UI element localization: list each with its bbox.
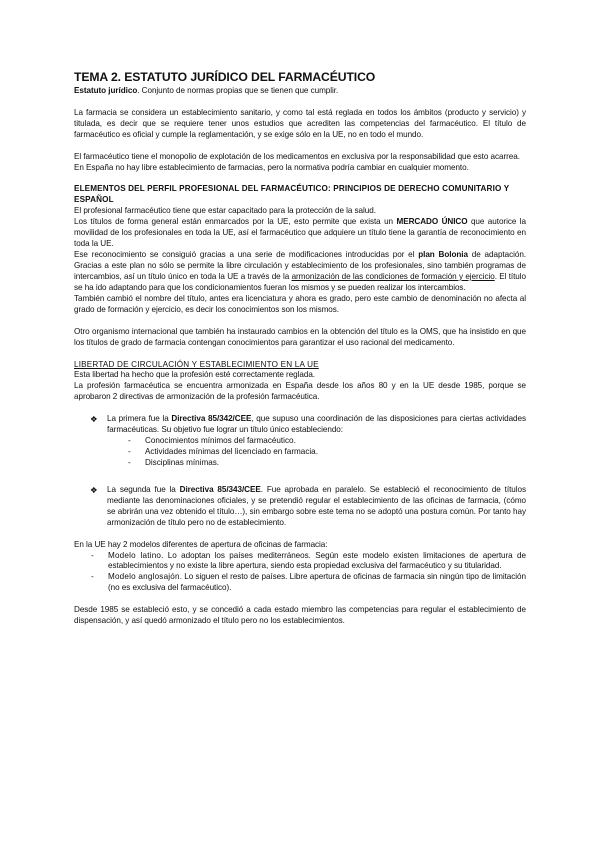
document-content <box>74 70 526 627</box>
bolonia-term: plan Bolonia <box>418 250 468 260</box>
list-item-sub: - Actividades mínimas del licenciado en farmacia. <box>128 447 318 457</box>
diamond-bullet-icon: ❖ <box>90 414 98 425</box>
list-item-sub: - Disciplinas mínimas. <box>128 458 220 468</box>
list-item-anglo-model: - Modelo anglosajón. Lo siguen el resto de países. Libre apertura de oficinas de farmacia sin ningún tipo de limitación (no es exclusiva del farmacéutico). <box>91 572 526 593</box>
harmonization-term: armonización de las condiciones de formación y ejercicio <box>291 272 495 282</box>
paragraph-bolonia: Ese reconocimiento se consiguió gracias a una serie de modificaciones introducidas por el plan Bolonia de adaptación. Gracias a este plan no sólo se permite la libre circulación y establecimiento de los profesionales, sino también programas de intercambios, así un título único en toda la UE a través de la armonización de las condiciones de formación y ejercicio. El título se ha ido adaptando para que los condicionamientos fueran los mismos y se pueden realizar los intercambios. <box>74 250 527 292</box>
paragraph-spain: En España no hay libre establecimiento de farmacias, pero la normativa podría cambiar en cualquier momento. <box>74 162 469 172</box>
definition-text: . Conjunto de normas propias que se tienen que cumplir. <box>137 86 339 95</box>
paragraph-establishment: La farmacia se considera un establecimiento sanitario, y como tal está reglada en todos los ámbitos (producto y servicio) y titulada, es decir que se requiere tener unos estudios que acrediten las competencias del farmacéutico. El título de farmacéutico es oficial y cumple la reglamentación, y se exige sólo en la UE, no en todo el mundo. <box>74 107 526 139</box>
latin-model-term: Modelo latino <box>108 550 162 560</box>
section-heading-profile: ELEMENTOS DEL PERFIL PROFESIONAL DEL FARMACÉUTICO: PRINCIPIOS DE DERECHO COMUNITARIO Y ESPAÑOL <box>74 184 510 205</box>
directive-343-term: Directiva 85/343/CEE <box>179 484 261 494</box>
single-market-term: MERCADO ÚNICO <box>396 217 468 227</box>
list-item-sub: - Conocimientos mínimos del farmacéutico. <box>128 436 296 446</box>
list-item-directive-343: ❖ La segunda fue la Directiva 85/343/CEE. Fue aprobada en paralelo. Se estableció el reconocimiento de títulos mediante las denominaciones oficiales, y se pretendió regular el establecimiento de las oficinas de farmacia, (cómo se abrirán una vez obtenido el título…), sin embargo sobre este tema no se adoptó una postura común. Por tanto hay armonización de título pero no de establecimiento. <box>90 484 526 527</box>
paragraph-monopoly: El farmacéutico tiene el monopolio de explotación de los medicamentos en exclusiva por la responsabilidad que esto acarrea. <box>74 151 520 161</box>
paragraph-capacity: El profesional farmacéutico tiene que estar capacitado para la protección de la salud. <box>74 206 376 216</box>
list-item-directive-342: ❖ La primera fue la Directiva 85/342/CEE, que supuso una coordinación de las disposiciones para ciertas actividades farmacéuticas. Su objetivo fue lograr un título único estableciendo: <box>90 414 527 435</box>
paragraph-oms: Otro organismo internacional que también ha instaurado cambios en la obtención del título es la OMS, que ha insistido en que los títulos de grado de farmacia contengan conocimientos para garantizar el uso racional del medicamento. <box>74 326 526 347</box>
paragraph-regulated: Esta libertad ha hecho que la profesión esté correctamente reglada. <box>74 370 316 380</box>
paragraph-title-change: También cambió el nombre del título, antes era licenciatura y ahora es grado, pero este cambio de denominación no afecta al grado de formación y ejercicio, es decir los conocimientos son los mismos. <box>74 293 526 314</box>
paragraph-since-1985: Desde 1985 se estableció esto, y se concedió a cada estado miembro las competencias para regular el establecimiento de dispensación, y así quedó armonizado el título pero no los establecimientos. <box>74 605 526 626</box>
paragraph-harmonized: La profesión farmacéutica se encuentra armonizada en España desde los años 80 y en la UE desde 1985, porque se aprobaron 2 directivas de armonización de la profesión farmacéutica. <box>74 381 526 402</box>
definition-line <box>74 86 526 97</box>
section-heading-freedom: LIBERTAD DE CIRCULACIÓN Y ESTABLECIMIENTO EN LA UE <box>74 359 319 369</box>
page-title: TEMA 2. ESTATUTO JURÍDICO DEL FARMACÉUTICO <box>74 70 376 84</box>
list-item-latin-model: - Modelo latino. Lo adoptan los países mediterráneos. Según este modelo existen limitaciones de apertura de establecimientos y no existe la libre apertura, siendo esta propiedad exclusiva del farmacéutico y su titularidad. <box>91 550 526 571</box>
diamond-bullet-icon: ❖ <box>90 484 98 495</box>
paragraph-models: En la UE hay 2 modelos diferentes de apertura de oficinas de farmacia: <box>74 539 328 549</box>
definition-term: Estatuto jurídico <box>74 86 138 95</box>
paragraph-single-market: Los títulos de forma general están enmarcados por la UE, esto permite que exista un MERCADO ÚNICO que autorice la movilidad de los profesionales en toda la UE, así el farmacéutico que adquiere un título tiene la garantía de reconocimiento en toda la UE. <box>74 217 526 249</box>
directive-342-term: Directiva 85/342/CEE <box>171 414 252 424</box>
anglo-model-term: Modelo anglosajón <box>108 572 180 582</box>
